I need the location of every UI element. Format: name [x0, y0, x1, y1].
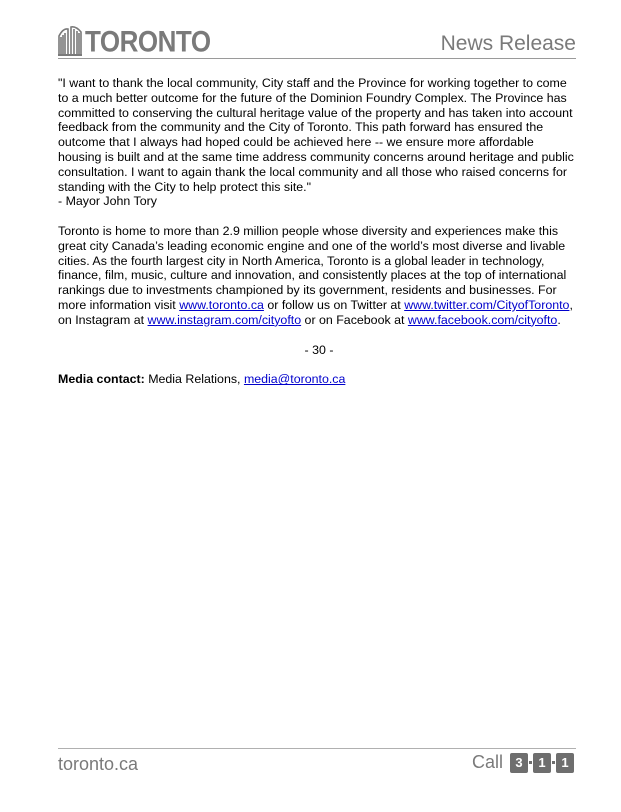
dot-separator	[529, 761, 532, 764]
toronto-logo	[58, 20, 211, 59]
header-divider	[58, 58, 576, 59]
about-text: Toronto is home to more than 2.9 million people whose diversity and experiences make this great city Canada’s leading economic engine and one of the world’s most diverse and livable cities. As the fourth largest city in North America, Toronto is a global leader in technology, finance, film, music, culture and innovation, and consistently places at the top of international rankings due to investments championed by its government, residents and businesses. For more information visit	[58, 223, 567, 312]
dot-separator	[552, 761, 555, 764]
twitter-link[interactable]: www.twitter.com/CityofToronto	[404, 297, 570, 312]
city-hall-icon	[58, 26, 82, 56]
media-contact	[58, 372, 580, 387]
footer-divider	[58, 748, 576, 749]
facebook-link[interactable]: www.facebook.com/cityofto	[407, 312, 558, 327]
media-email-link[interactable]: media@toronto.ca	[243, 372, 346, 387]
call-digit: 1	[533, 753, 551, 773]
logo-wordmark: TORONTO	[85, 23, 211, 59]
about-text: , on Instagram at	[58, 297, 573, 327]
release-body	[58, 76, 580, 387]
document-type: News Release	[440, 32, 576, 55]
about-text: .	[557, 312, 561, 327]
about-toronto-paragraph	[58, 224, 580, 328]
toronto-site-link[interactable]: www.toronto.ca	[179, 297, 264, 312]
about-text: or follow us on Twitter at	[263, 297, 405, 312]
footer-site: toronto.ca	[58, 754, 139, 774]
end-marker: - 30 -	[304, 342, 334, 357]
about-text: or on Facebook at	[301, 312, 408, 327]
call-311-badge	[472, 752, 574, 773]
instagram-link[interactable]: www.instagram.com/cityofto	[147, 312, 302, 327]
call-digit: 1	[556, 753, 574, 773]
page-header	[58, 18, 576, 60]
mayor-quote: "I want to thank the local community, City staff and the Province for working together to come to a much better outcome for the future of the Dominion Foundry Complex. The Province has committed to conserving the cultural heritage value of the property and has taken into account feedback from the community and the City of Toronto. This path forward has ensured the outcome that I always had hoped could be achieved here -- we ensure more affordable housing is built and at the same time address community concerns around heritage and public consultation. I want to again thank the local community and all those who raised concerns for standing with the City to help protect this site."	[58, 76, 574, 194]
media-contact-text: Media Relations,	[144, 372, 244, 387]
call-label: Call	[471, 752, 503, 772]
quote-attribution: - Mayor John Tory	[58, 194, 157, 209]
media-contact-label: Media contact:	[58, 372, 145, 387]
call-digit: 3	[510, 753, 528, 773]
